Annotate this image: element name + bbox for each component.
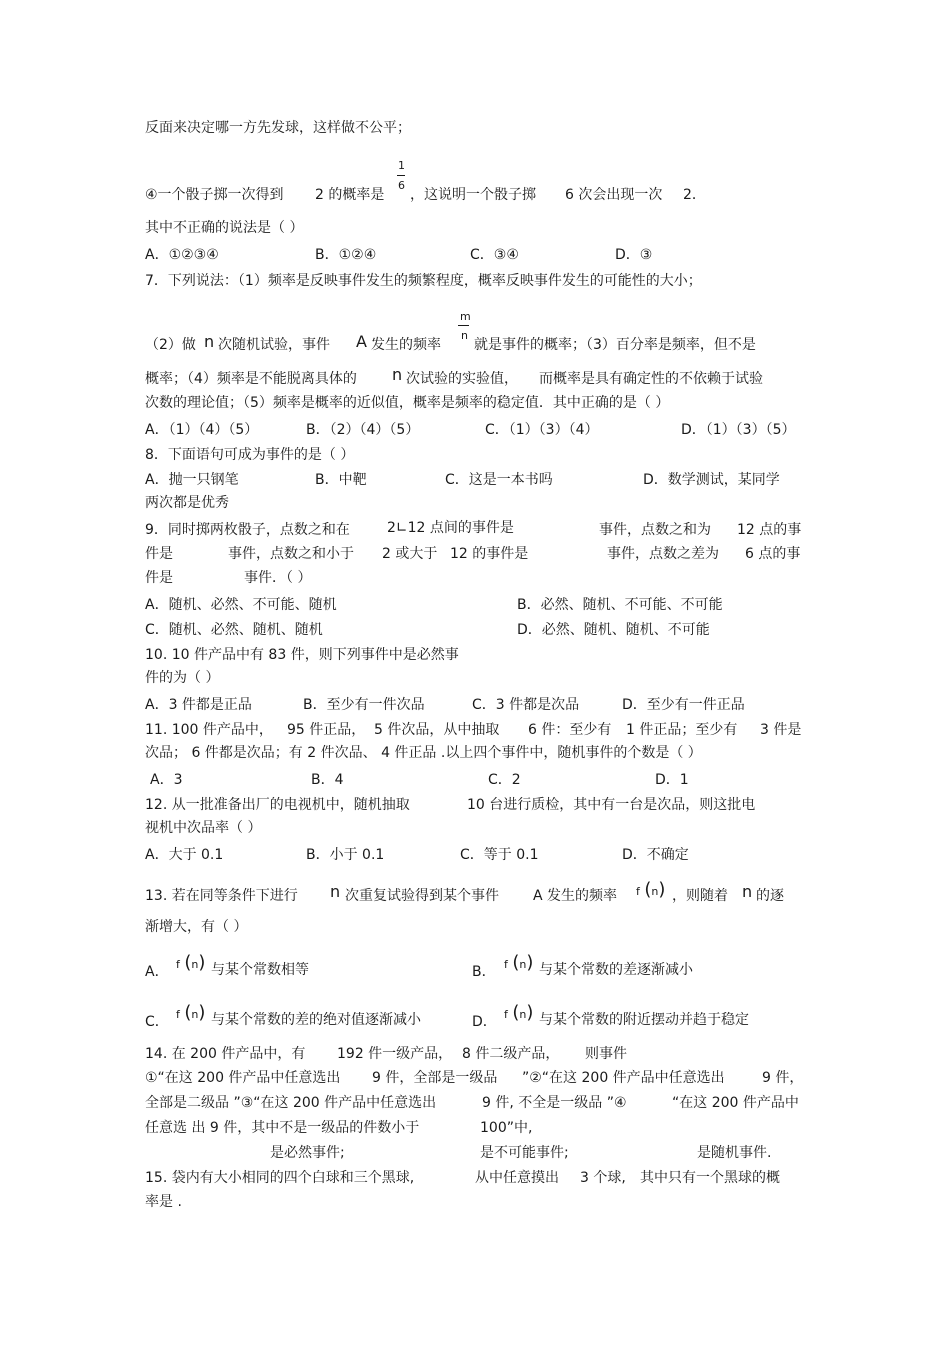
text-line: A 发生的频率 bbox=[533, 888, 618, 904]
fn-n: n bbox=[191, 958, 199, 971]
option-b: B．①②④ bbox=[315, 247, 377, 263]
question-14: 14. 在 200 件产品中，有 bbox=[145, 1046, 306, 1062]
option-a: A．抛一只钢笔 bbox=[145, 472, 239, 488]
text-line: 事件，点数之和小于 bbox=[228, 546, 354, 562]
fn-n: n bbox=[191, 1008, 199, 1021]
text-line: 件是 bbox=[145, 546, 173, 562]
question-10: 10. 10 件产品中有 83 件，则下列事件中是必然事 bbox=[145, 647, 459, 663]
text-line: 从中任意摸出 bbox=[475, 1170, 559, 1186]
option-a: A．大于 0.1 bbox=[145, 847, 224, 863]
option-c: C．2 bbox=[488, 772, 521, 788]
question-8: 8．下面语句可成为事件的是（ ） bbox=[145, 447, 355, 463]
text-line: 2 或大于 bbox=[382, 546, 438, 562]
question-15: 15. 袋内有大小相同的四个白球和三个黑球, bbox=[145, 1170, 415, 1186]
fn-paren: ( bbox=[184, 1002, 192, 1023]
text-line: ，这说明一个骰子掷 bbox=[410, 187, 536, 203]
option-c: C．（1）（3）（4） bbox=[485, 422, 599, 438]
text-line: 1 件正品；至少有 bbox=[626, 722, 738, 738]
text-line: “在这 200 件产品中 bbox=[672, 1095, 799, 1111]
fn-f: f bbox=[176, 1008, 180, 1021]
text-line: 100”中, bbox=[480, 1120, 533, 1136]
text-line: 则事件 bbox=[585, 1046, 627, 1062]
text-line: 事件，点数之差为 bbox=[607, 546, 719, 562]
text-line: 192 件一级产品， bbox=[337, 1046, 453, 1062]
option-d: D．必然、随机、随机、不可能 bbox=[517, 622, 710, 638]
fn-f: f bbox=[636, 885, 640, 898]
text-line: 与某个常数的差逐渐减小 bbox=[539, 962, 693, 978]
fraction-bar bbox=[458, 325, 469, 326]
text-line: 是不可能事件; bbox=[480, 1145, 569, 1161]
fraction-numerator: 1 bbox=[398, 159, 405, 172]
option-a: A．①②③④ bbox=[145, 247, 219, 263]
text-line: 渐增大，有（ ） bbox=[145, 919, 248, 935]
fn-f: f bbox=[504, 958, 508, 971]
fn-f: f bbox=[176, 958, 180, 971]
text-line: 而概率是具有确定性的不依赖于试验 bbox=[539, 371, 763, 387]
option-c: C．3 件都是次品 bbox=[472, 697, 580, 713]
text-line: 全部是二级品 ”③“在这 200 件产品中任意选出 bbox=[145, 1095, 437, 1111]
option-b: B．（2）（4）（5） bbox=[306, 422, 420, 438]
text-line: 次品； 6 件都是次品；有 2 件次品、 4 件正品 .以上四个事件中，随机事件的个数是（ ） bbox=[145, 745, 702, 761]
option-c: C．③④ bbox=[470, 247, 519, 263]
fn-f-n bbox=[504, 954, 533, 974]
fn-n: n bbox=[519, 958, 527, 971]
text-line: 事件，点数之和为 bbox=[599, 522, 711, 538]
text-line: ，则随着 bbox=[672, 888, 728, 904]
text-line: 次数的理论值；（5）频率是概率的近似值，概率是频率的稳定值．其中正确的是（ ） bbox=[145, 395, 670, 411]
text-line: 9 件， bbox=[762, 1070, 804, 1086]
text-line: 就是事件的概率；（3）百分率是频率，但不是 bbox=[474, 337, 756, 353]
fn-f-n bbox=[504, 1004, 533, 1024]
text-line: 次试验的实验值， bbox=[406, 371, 518, 387]
option-b: B．小于 0.1 bbox=[306, 847, 385, 863]
text-line: 9 件，全部是一级品 bbox=[372, 1070, 498, 1086]
option-d: D． bbox=[472, 1014, 497, 1030]
option-d: D．不确定 bbox=[622, 847, 689, 863]
fraction-denominator: n bbox=[461, 329, 468, 342]
question-9: 9．同时掷两枚骰子，点数之和在 bbox=[145, 522, 350, 538]
option-b: B．4 bbox=[311, 772, 344, 788]
text-line: 12 的事件是 bbox=[450, 546, 529, 562]
text-line: 是随机事件. bbox=[697, 1145, 772, 1161]
option-d: D．1 bbox=[655, 772, 689, 788]
option-b: B．必然、随机、不可能、不可能 bbox=[517, 597, 723, 613]
text-line: 6 件：至少有 bbox=[528, 722, 612, 738]
text-line: 5 件次品，从中抽取 bbox=[374, 722, 500, 738]
text-line: 发生的频率 bbox=[371, 337, 441, 353]
text-line: ④一个骰子掷一次得到 bbox=[145, 187, 284, 203]
math-variable: A bbox=[356, 332, 367, 351]
option-a: A． bbox=[145, 964, 169, 980]
math-variable: n bbox=[392, 365, 403, 384]
option-d: D．数学测试，某同学 bbox=[643, 472, 780, 488]
text-line: 12 点的事 bbox=[737, 522, 802, 538]
text-line: 反面来决定哪一方先发球，这样做不公平； bbox=[145, 120, 411, 136]
fn-paren: ) bbox=[198, 1002, 206, 1023]
option-b: B．至少有一件次品 bbox=[303, 697, 425, 713]
text-line: 2∟12 点间的事件是 bbox=[387, 520, 514, 536]
text-line: ①“在这 200 件产品中任意选出 bbox=[145, 1070, 341, 1086]
fn-paren: ( bbox=[644, 879, 652, 900]
fn-n: n bbox=[519, 1008, 527, 1021]
fn-paren: ) bbox=[198, 952, 206, 973]
fraction-numerator: m bbox=[460, 310, 471, 323]
fn-paren: ) bbox=[658, 879, 666, 900]
question-7: 7．下列说法：（1）频率是反映事件发生的频繁程度，概率反映事件发生的可能性的大小； bbox=[145, 273, 702, 289]
math-variable: n bbox=[330, 882, 341, 901]
text-line: 2． bbox=[683, 187, 706, 203]
option-c: C．等于 0.1 bbox=[460, 847, 539, 863]
text-line: 概率；（4）频率是不能脱离具体的 bbox=[145, 371, 357, 387]
text-line: 与某个常数的附近摆动并趋于稳定 bbox=[539, 1012, 749, 1028]
text-line: 次随机试验，事件 bbox=[218, 337, 330, 353]
option-a: A．3 件都是正品 bbox=[145, 697, 252, 713]
fn-f-n bbox=[176, 954, 205, 974]
option-a: A．3 bbox=[150, 772, 183, 788]
option-c: C． bbox=[145, 1014, 169, 1030]
text-line: 6 次会出现一次 bbox=[565, 187, 663, 203]
text-line: 件的为（ ） bbox=[145, 670, 220, 686]
text-line: 3 个球, bbox=[580, 1170, 626, 1186]
text-line: 件是 bbox=[145, 570, 173, 586]
text-line: 与某个常数相等 bbox=[211, 962, 309, 978]
fn-f-n bbox=[176, 1004, 205, 1024]
text-line: 两次都是优秀 bbox=[145, 495, 229, 511]
option-d: D．③ bbox=[615, 247, 653, 263]
fn-f-n bbox=[636, 881, 665, 901]
text-line: ”②“在这 200 件产品中任意选出 bbox=[522, 1070, 725, 1086]
math-variable: n bbox=[204, 332, 215, 351]
option-d: D．（1）（3）（5） bbox=[681, 422, 796, 438]
fn-paren: ( bbox=[512, 1002, 520, 1023]
fn-paren: ) bbox=[526, 952, 534, 973]
fn-paren: ( bbox=[184, 952, 192, 973]
text-line: 3 件是 bbox=[760, 722, 802, 738]
text-line: 2 的概率是 bbox=[315, 187, 385, 203]
text-line: 8 件二级产品， bbox=[462, 1046, 560, 1062]
text-line: 是必然事件; bbox=[270, 1145, 345, 1161]
text-line: 任意选 出 9 件，其中不是一级品的件数小于 bbox=[145, 1120, 420, 1136]
option-a: A．（1）（4）（5） bbox=[145, 422, 259, 438]
text-line: 其中不正确的说法是（ ） bbox=[145, 220, 304, 236]
option-c: C．随机、必然、随机、随机 bbox=[145, 622, 323, 638]
fn-n: n bbox=[651, 885, 659, 898]
question-11: 11. 100 件产品中， bbox=[145, 722, 273, 738]
text-line: 次重复试验得到某个事件 bbox=[345, 888, 499, 904]
option-a: A．随机、必然、不可能、随机 bbox=[145, 597, 337, 613]
text-line: 与某个常数的差的绝对值逐渐减小 bbox=[211, 1012, 421, 1028]
fraction-bar bbox=[397, 175, 405, 176]
fn-f: f bbox=[504, 1008, 508, 1021]
option-d: D．至少有一件正品 bbox=[622, 697, 745, 713]
text-line: 95 件正品， bbox=[287, 722, 366, 738]
option-c: C．这是一本书吗 bbox=[445, 472, 553, 488]
text-line: 9 件, 不全是一级品 ”④ bbox=[482, 1095, 627, 1111]
text-line: 率是 . bbox=[145, 1194, 182, 1210]
text-line: （2）做 bbox=[145, 337, 196, 353]
text-line: 其中只有一个黑球的概 bbox=[640, 1170, 780, 1186]
text-line: 的逐 bbox=[756, 888, 784, 904]
fn-paren: ( bbox=[512, 952, 520, 973]
fraction-denominator: 6 bbox=[398, 179, 405, 192]
option-b: B．中靶 bbox=[315, 472, 367, 488]
text-line: 6 点的事 bbox=[745, 546, 801, 562]
question-13: 13. 若在同等条件下进行 bbox=[145, 888, 298, 904]
option-b: B． bbox=[472, 964, 496, 980]
math-variable: n bbox=[742, 882, 753, 901]
text-line: 事件．（ ） bbox=[244, 570, 312, 586]
question-12: 12. 从一批准备出厂的电视机中，随机抽取 bbox=[145, 797, 410, 813]
fn-paren: ) bbox=[526, 1002, 534, 1023]
text-line: 10 台进行质检，其中有一台是次品，则这批电 bbox=[467, 797, 756, 813]
text-line: 视机中次品率（ ） bbox=[145, 820, 262, 836]
